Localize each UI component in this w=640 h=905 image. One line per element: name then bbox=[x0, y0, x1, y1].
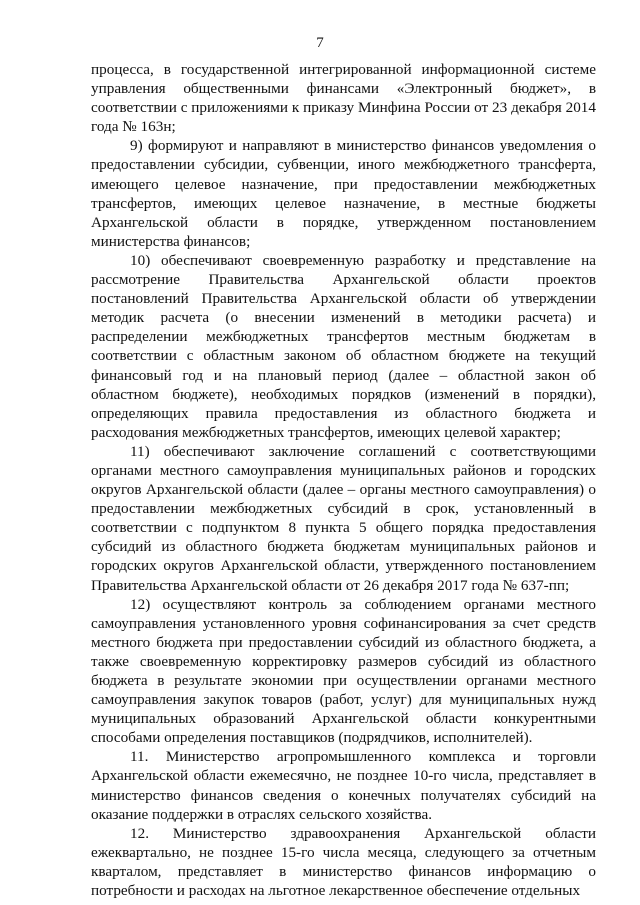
paragraph-continuation: процесса, в государственной интегрированной информационной системе управления общественными финансами «Электронный бюджет», в соответствии с приложениями к приказу Минфина России от 23 декабря 2014 года № 163н; bbox=[91, 61, 596, 136]
paragraph-item-10: 10) обеспечивают своевременную разработку и представление на рассмотрение Правительства Архангельской области проектов постановлений Правительства Архангельской области об утверждении методик расчета (о внесении изменений в методики расчета) и распределении межбюджетных трансфертов местным бюджетам в соответствии с областным законом об областном бюджете на текущий финансовый год и на плановый период (далее – областной закон об областном бюджете), необходимых порядков (изменений в порядки), определяющих правила предоставления из областного бюджета и расходования межбюджетных трансфертов, имеющих целевой характер; bbox=[91, 251, 596, 441]
document-body bbox=[91, 60, 596, 900]
paragraph-section-11: 11. Министерство агропромышленного комплекса и торговли Архангельской области ежемесячно, не позднее 10-го числа, представляет в министерство финансов сведения о конечных получателях субсидий на оказание поддержки в отраслях сельского хозяйства. bbox=[91, 748, 596, 823]
paragraph-section-12: 12. Министерство здравоохранения Архангельской области ежеквартально, не позднее 15-го числа месяца, следующего за отчетным кварталом, представляет в министерство финансов информацию о потребности и расходах на льготное лекарственное обеспечение отдельных bbox=[91, 824, 596, 900]
page-number: 7 bbox=[316, 35, 324, 51]
paragraph-item-12: 12) осуществляют контроль за соблюдением органами местного самоуправления установленного уровня софинансирования за счет средств местного бюджета при предоставлении субсидий из областного бюджета, а также своевременную корректировку размеров субсидий из областного бюджета в результате экономии при осуществлении органами местного самоуправления закупок товаров (работ, услуг) для муниципальных нужд муниципальных образований Архангельской области конкурентными способами определения поставщиков (подрядчиков, исполнителей). bbox=[91, 595, 596, 747]
paragraph-item-11: 11) обеспечивают заключение соглашений с соответствующими органами местного самоуправления муниципальных районов и городских округов Архангельской области (далее – органы местного самоуправления) о предоставлении межбюджетных субсидий в срок, установленный в соответствии с подпунктом 8 пункта 5 общего порядка предоставления субсидий из областного бюджета бюджетам муниципальных районов и городских округов Архангельской области, утвержденного постановлением Правительства Архангельской области от 26 декабря 2017 года № 637-пп; bbox=[91, 442, 596, 594]
paragraph-item-9: 9) формируют и направляют в министерство финансов уведомления о предоставлении субсидии, субвенции, иного межбюджетного трансферта, имеющего целевое назначение, при предоставлении межбюджетных трансфертов, имеющих целевое назначение, в местные бюджеты Архангельской области в порядке, утвержденном постановлением министерства финансов; bbox=[91, 137, 596, 250]
